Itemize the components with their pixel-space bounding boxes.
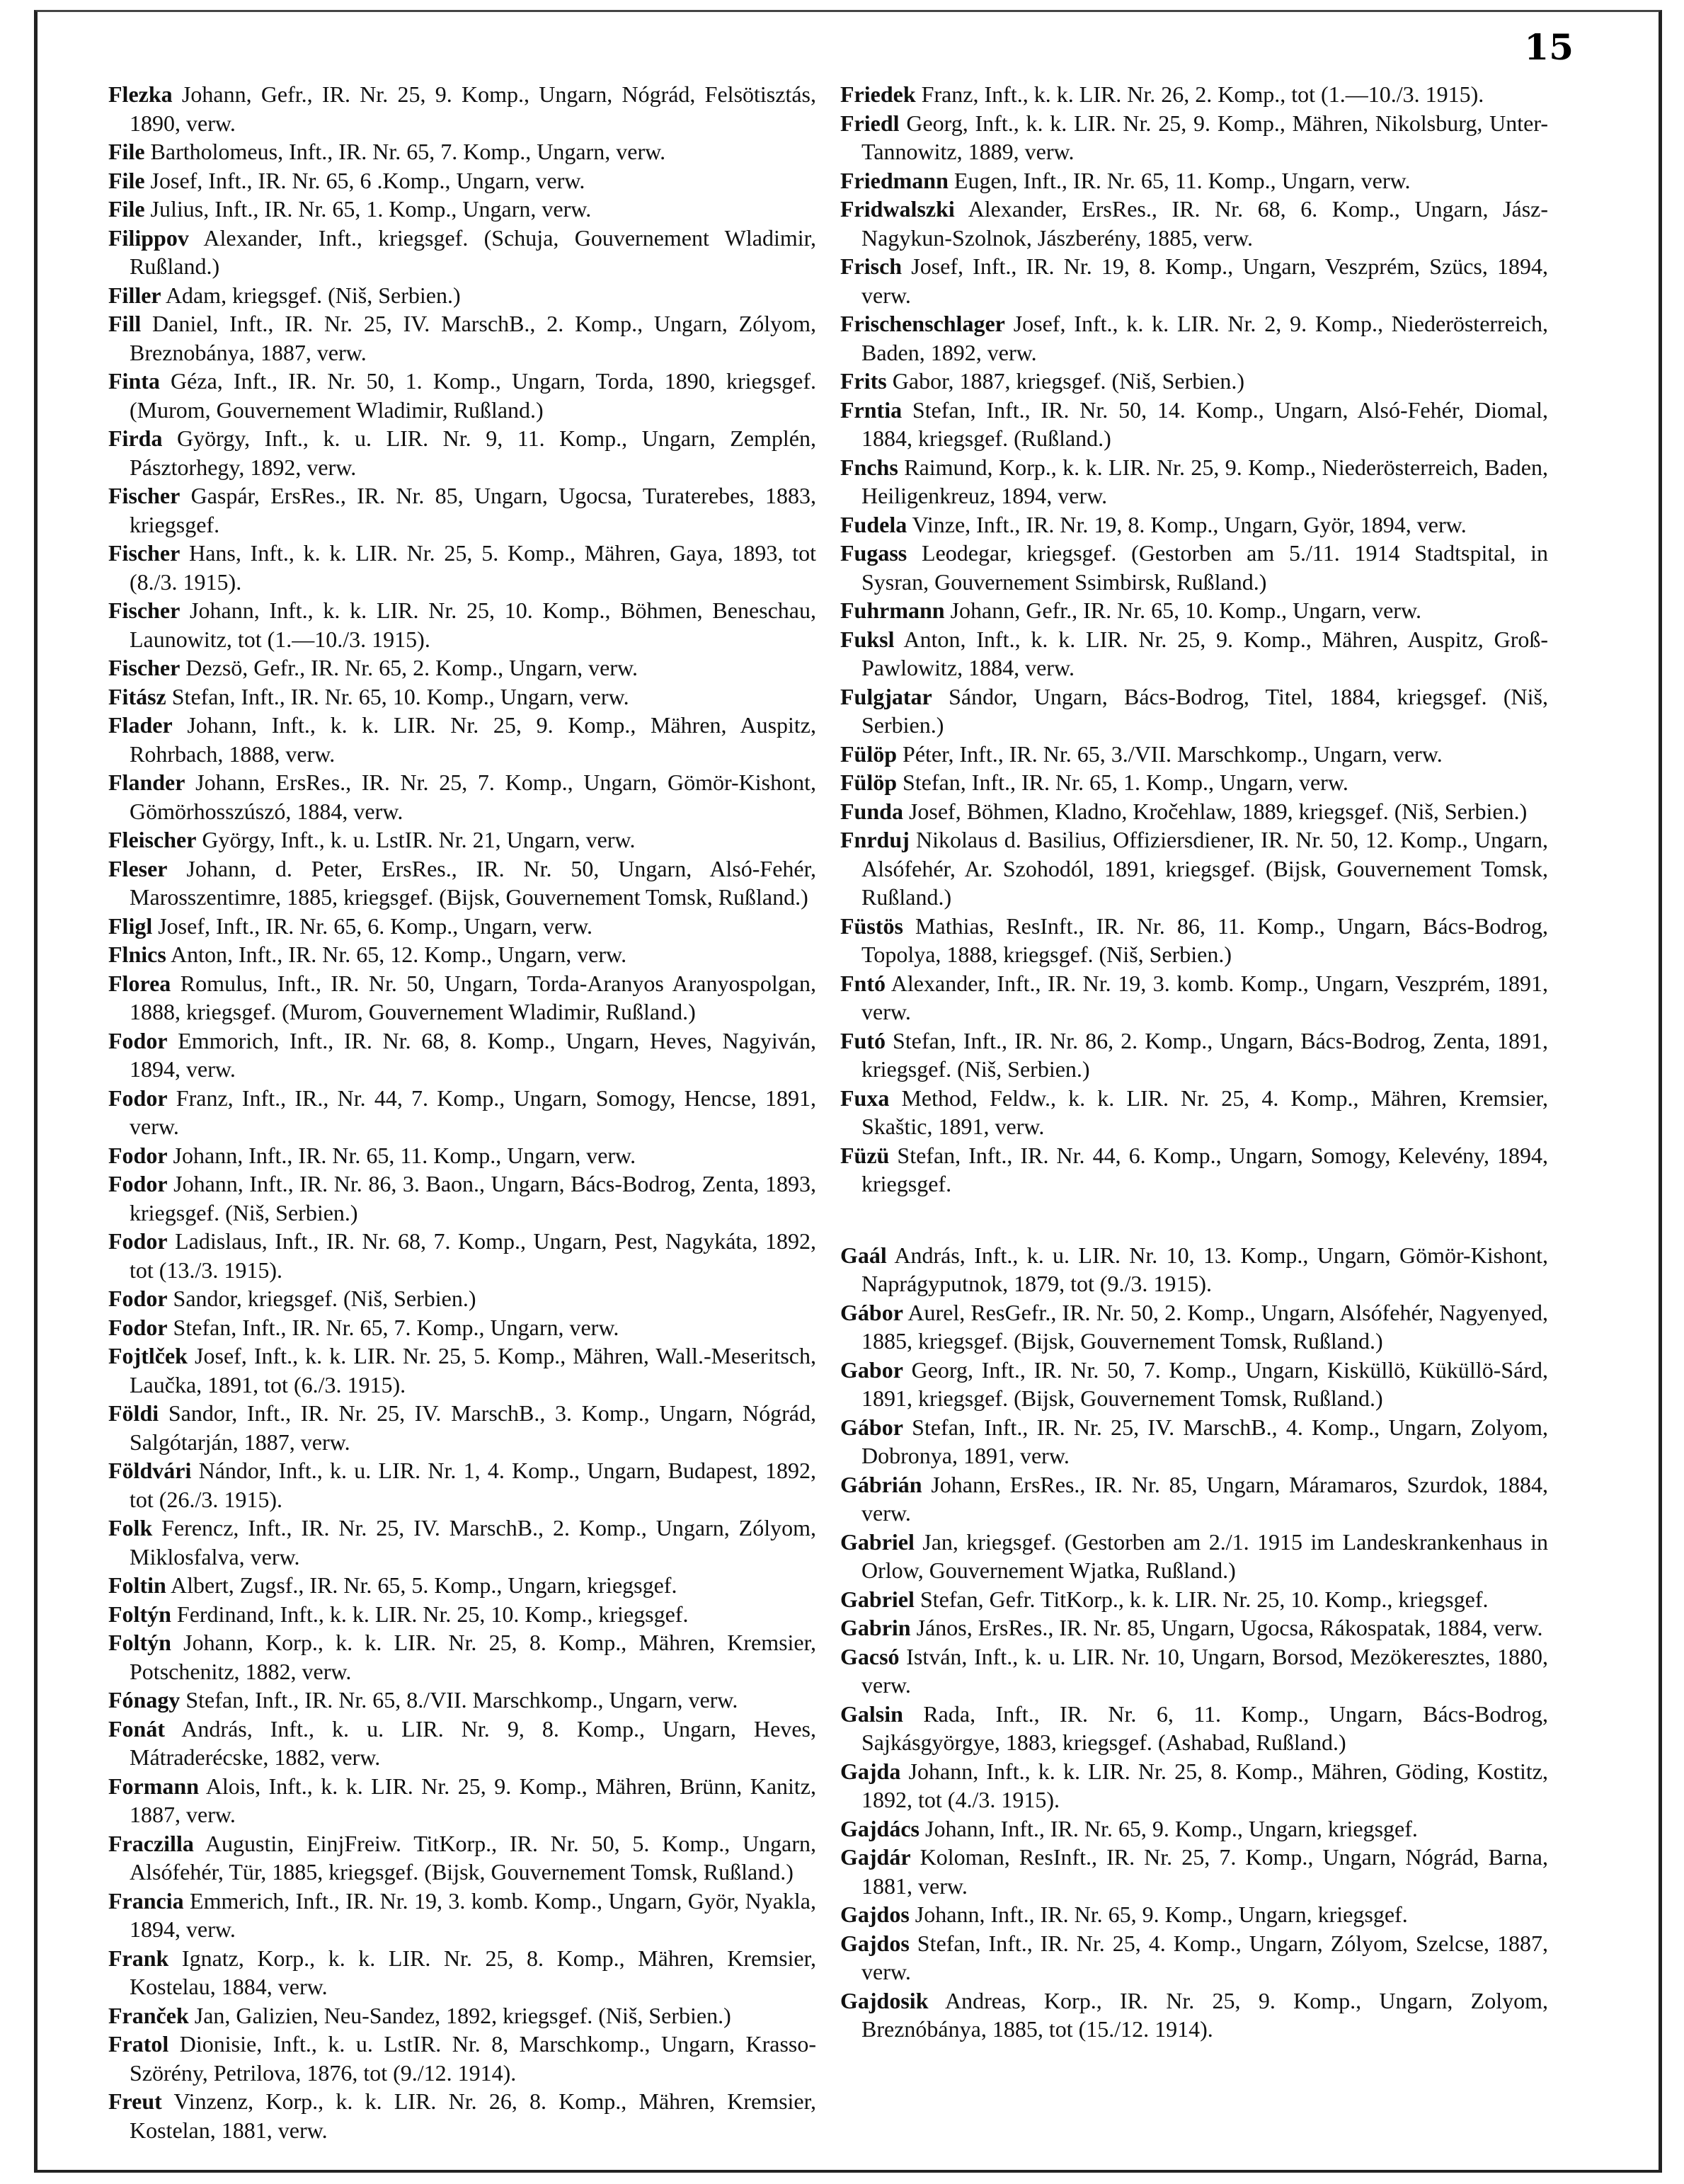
- right-column: [840, 80, 1548, 2044]
- list-entry: [108, 195, 816, 224]
- entry-details: Alois, Inft., k. k. LIR. Nr. 25, 9. Komp., Mähren, Brünn, Kanitz, 1887, verw.: [130, 1773, 817, 1827]
- list-entry: [840, 252, 1548, 309]
- entry-details: Josef, Inft., k. k. LIR. Nr. 2, 9. Komp., Niederösterreich, Baden, 1892, verw.: [861, 311, 1549, 365]
- list-entry: [108, 1715, 816, 1772]
- entry-surname: Galsin: [840, 1700, 903, 1727]
- list-entry: [840, 797, 1548, 826]
- entry-details: Johann, d. Peter, ErsRes., IR. Nr. 50, Ungarn, Alsó-Fehér, Marosszentimre, 1885, kriegsgef. (Bijsk, Gouvernement Tomsk, Rußland.): [130, 855, 817, 910]
- entry-details: Franz, Inft., IR., Nr. 44, 7. Komp., Ungarn, Somogy, Hencse, 1891, verw.: [130, 1085, 817, 1139]
- entry-details: Johann, Gefr., IR. Nr. 65, 10. Komp., Ungarn, verw.: [950, 598, 1421, 623]
- list-entry: [840, 166, 1548, 195]
- entry-surname: Futó: [840, 1027, 886, 1053]
- entry-surname: Friedl: [840, 110, 900, 136]
- entry-details: Franz, Inft., k. k. LIR. Nr. 26, 2. Komp., tot (1.—10./3. 1915).: [921, 81, 1484, 107]
- entry-details: Stefan, Inft., IR. Nr. 65, 8./VII. Marschkomp., Ungarn, verw.: [185, 1687, 738, 1713]
- entry-details: Albert, Zugsf., IR. Nr. 65, 5. Komp., Ungarn, kriegsgef.: [171, 1572, 677, 1598]
- list-entry: [840, 1814, 1548, 1843]
- entry-surname: Frisch: [840, 253, 903, 279]
- list-entry: [108, 711, 816, 768]
- entry-surname: Fugass: [840, 540, 907, 566]
- list-entry: [108, 969, 816, 1027]
- list-entry: [108, 1456, 816, 1514]
- entry-details: Anton, Inft., IR. Nr. 65, 12. Komp., Ungarn, verw.: [171, 942, 627, 967]
- list-entry: [840, 740, 1548, 769]
- list-entry: [840, 1613, 1548, 1642]
- entry-surname: Francia: [108, 1887, 184, 1914]
- list-entry: [108, 309, 816, 367]
- entry-surname: Fojtlček: [108, 1343, 188, 1368]
- list-entry: [840, 1642, 1548, 1700]
- entry-surname: Gajdár: [840, 1844, 911, 1870]
- entry-surname: Gabriel: [840, 1528, 915, 1555]
- entry-details: Jan, Galizien, Neu-Sandez, 1892, kriegsgef. (Niš, Serbien.): [194, 2002, 731, 2028]
- entry-surname: Fleischer: [108, 827, 197, 852]
- entry-surname: Gábor: [840, 1299, 903, 1325]
- entry-surname: Gabrin: [840, 1615, 911, 1640]
- entry-surname: Filler: [108, 282, 161, 308]
- entry-surname: Gajda: [840, 1758, 901, 1784]
- list-entry: [108, 1514, 816, 1571]
- entry-details: Gaspár, ErsRes., IR. Nr. 85, Ungarn, Ugocsa, Turaterebes, 1883, kriegsgef.: [130, 483, 817, 537]
- entry-details: Johann, Inft., IR. Nr. 86, 3. Baon., Ungarn, Bács-Bodrog, Zenta, 1893, kriegsgef. (Niš, Serbien.): [130, 1171, 817, 1225]
- entry-details: Ignatz, Korp., k. k. LIR. Nr. 25, 8. Komp., Mähren, Kremsier, Kostelau, 1884, verw.: [130, 1945, 817, 1999]
- entry-surname: Flander: [108, 770, 185, 795]
- entry-surname: Funda: [840, 798, 903, 824]
- entry-details: Josef, Inft., k. k. LIR. Nr. 25, 5. Komp., Mähren, Wall.-Meseritsch, Laučka, 1891, tot (6./3. 1915).: [130, 1343, 817, 1397]
- entry-surname: Flnics: [108, 942, 166, 967]
- list-entry: [108, 940, 816, 969]
- page-frame: [34, 10, 1662, 2173]
- entry-details: Johann, Gefr., IR. Nr. 25, 9. Komp., Ungarn, Nógrád, Felsötisztás, 1890, verw.: [130, 81, 817, 136]
- list-entry: [108, 80, 816, 137]
- section-gap: [840, 1199, 1548, 1241]
- entry-surname: Filippov: [108, 224, 189, 251]
- list-entry: [840, 596, 1548, 625]
- list-entry: [840, 109, 1548, 166]
- list-entry: [840, 1700, 1548, 1757]
- list-entry: [840, 453, 1548, 510]
- entry-details: György, Inft., k. u. LIR. Nr. 9, 11. Komp., Ungarn, Zemplén, Pásztorhegy, 1892, verw.: [130, 425, 816, 480]
- entry-surname: Fülöp: [840, 770, 898, 795]
- entry-surname: Fuhrmann: [840, 598, 945, 623]
- entry-details: Josef, Inft., IR. Nr. 19, 8. Komp., Ungarn, Veszprém, Szücs, 1894, verw.: [861, 253, 1548, 308]
- entry-details: Nikolaus d. Basilius, Offiziersdiener, IR. Nr. 50, 12. Komp., Ungarn, Alsófehér, Ar. Szohodól, 1891, kriegsgef. (Bijsk, Gouvernement Tomsk, Rußland.): [861, 827, 1549, 910]
- entry-details: Jan, kriegsgef. (Gestorben am 2./1. 1915 im Landeskrankenhaus in Orlow, Gouvernement Wjatka, Rußland.): [861, 1528, 1549, 1583]
- entry-details: Emmerich, Inft., IR. Nr. 19, 3. komb. Komp., Ungarn, Györ, Nyakla, 1894, verw.: [130, 1887, 816, 1942]
- entry-details: Adam, kriegsgef. (Niš, Serbien.): [165, 282, 461, 308]
- entry-surname: Fischer: [108, 598, 181, 623]
- entry-details: Johann, Korp., k. k. LIR. Nr. 25, 8. Komp., Mähren, Kremsier, Potschenitz, 1882, verw.: [130, 1630, 817, 1684]
- entry-details: Johann, Inft., k. k. LIR. Nr. 25, 10. Komp., Böhmen, Beneschau, Launowitz, tot (1.—10./3. 1915).: [130, 598, 816, 652]
- entry-surname: Fischer: [108, 540, 181, 566]
- entry-details: Stefan, Gefr. TitKorp., k. k. LIR. Nr. 25, 10. Komp., kriegsgef.: [920, 1586, 1489, 1612]
- entry-surname: Fuxa: [840, 1085, 890, 1111]
- entry-surname: Gábor: [840, 1414, 903, 1440]
- entry-details: Romulus, Inft., IR. Nr. 50, Ungarn, Torda-Aranyos Aranyospolgan, 1888, kriegsgef. (Murom, Gouvernement Wladimir, Rußland.): [130, 970, 817, 1024]
- list-entry: [108, 1170, 816, 1227]
- entry-details: Georg, Inft., k. k. LIR. Nr. 25, 9. Komp., Mähren, Nikolsburg, Unter-Tannowitz, 1889, verw.: [861, 110, 1549, 164]
- list-entry: [108, 424, 816, 481]
- entry-surname: Fuksl: [840, 626, 895, 652]
- list-entry: [108, 1628, 816, 1686]
- list-entry: [108, 1571, 816, 1600]
- list-entry: [108, 1141, 816, 1170]
- entry-surname: Fnchs: [840, 454, 898, 480]
- entry-details: Method, Feldw., k. k. LIR. Nr. 25, 4. Komp., Mähren, Kremsier, Skaštic, 1891, verw.: [861, 1085, 1549, 1139]
- page-number: 15: [1524, 26, 1574, 68]
- entry-details: Stefan, Inft., IR. Nr. 65, 1. Komp., Ungarn, verw.: [903, 770, 1348, 795]
- entry-surname: Gajdács: [840, 1815, 920, 1841]
- entry-details: Josef, Böhmen, Kladno, Kročehlaw, 1889, kriegsgef. (Niš, Serbien.): [908, 798, 1528, 824]
- entry-details: Alexander, Inft., IR. Nr. 19, 3. komb. Komp., Ungarn, Veszprém, 1891, verw.: [861, 970, 1549, 1024]
- entry-surname: Frank: [108, 1945, 169, 1971]
- list-entry: [108, 481, 816, 539]
- list-entry: [840, 1298, 1548, 1356]
- entry-details: Rada, Inft., IR. Nr. 6, 11. Komp., Ungarn, Bács-Bodrog, Sajkásgyörgye, 1883, kriegsgef. (Ashabad, Rußland.): [861, 1700, 1549, 1755]
- entry-surname: Fodor: [108, 1228, 168, 1254]
- entry-details: Sándor, Ungarn, Bács-Bodrog, Titel, 1884, kriegsgef. (Niš, Serbien.): [861, 683, 1549, 738]
- list-entry: [108, 1944, 816, 2001]
- entry-surname: Firda: [108, 425, 163, 451]
- entry-surname: Franček: [108, 2002, 189, 2028]
- entry-surname: File: [108, 139, 145, 164]
- list-entry: [840, 1470, 1548, 1528]
- list-entry: [840, 1900, 1548, 1929]
- entry-surname: Fodor: [108, 1286, 168, 1311]
- list-entry: [108, 1084, 816, 1141]
- list-entry: [108, 2001, 816, 2030]
- entry-details: Stefan, Inft., IR. Nr. 50, 14. Komp., Ungarn, Alsó-Fehér, Diomal, 1884, kriegsgef. (Rußland.): [861, 396, 1549, 451]
- entry-details: András, Inft., k. u. LIR. Nr. 9, 8. Komp., Ungarn, Heves, Mátraderécske, 1882, verw.: [130, 1715, 817, 1770]
- entry-surname: File: [108, 196, 145, 222]
- entry-details: Alexander, Inft., kriegsgef. (Schuja, Gouvernement Wladimir, Rußland.): [130, 224, 817, 279]
- list-entry: [840, 1929, 1548, 1986]
- list-entry: [840, 1413, 1548, 1470]
- entry-details: Sandor, kriegsgef. (Niš, Serbien.): [173, 1286, 476, 1311]
- entry-surname: Foltýn: [108, 1601, 171, 1627]
- list-entry: [108, 1829, 816, 1887]
- entry-surname: Fudela: [840, 511, 907, 537]
- entry-details: Bartholomeus, Inft., IR. Nr. 65, 7. Komp., Ungarn, verw.: [150, 139, 666, 164]
- list-entry: [108, 1027, 816, 1084]
- list-entry: [840, 825, 1548, 912]
- list-entry: [840, 1843, 1548, 1900]
- list-entry: [108, 137, 816, 166]
- entry-details: Stefan, Inft., IR. Nr. 25, 4. Komp., Ungarn, Zólyom, Szelcse, 1887, verw.: [861, 1930, 1548, 1984]
- entry-surname: Foltin: [108, 1572, 166, 1598]
- entry-details: Alexander, ErsRes., IR. Nr. 68, 6. Komp., Ungarn, Jász-Nagykun-Szolnok, Jászberény, 1885, verw.: [861, 196, 1549, 251]
- entry-details: Johann, Inft., IR. Nr. 65, 11. Komp., Ungarn, verw.: [173, 1142, 636, 1168]
- entry-details: Stefan, Inft., IR. Nr. 65, 7. Komp., Ungarn, verw.: [173, 1314, 619, 1340]
- list-entry: [840, 1585, 1548, 1614]
- entry-surname: Fitász: [108, 683, 166, 709]
- entry-surname: Füstös: [840, 913, 903, 939]
- entry-details: Raimund, Korp., k. k. LIR. Nr. 25, 9. Komp., Niederösterreich, Baden, Heiligenkreuz, 1894, verw.: [861, 454, 1549, 508]
- entry-surname: Fischer: [108, 655, 181, 680]
- entry-details: Eugen, Inft., IR. Nr. 65, 11. Komp., Ungarn, verw.: [953, 167, 1411, 193]
- entry-details: Andreas, Korp., IR. Nr. 25, 9. Komp., Ungarn, Zolyom, Breznóbánya, 1885, tot (15./12. 1914).: [861, 1987, 1549, 2042]
- entry-surname: Fnrduj: [840, 827, 910, 852]
- list-entry: [108, 596, 816, 653]
- entry-surname: Fodor: [108, 1171, 168, 1196]
- entry-details: Stefan, Inft., IR. Nr. 86, 2. Komp., Ungarn, Bács-Bodrog, Zenta, 1891, kriegsgef. (Niš, Serbien.): [861, 1027, 1549, 1082]
- list-entry: [840, 1084, 1548, 1141]
- entry-surname: Földvári: [108, 1458, 192, 1483]
- list-entry: [840, 625, 1548, 682]
- entry-details: Dionisie, Inft., k. u. LstIR. Nr. 8, Marschkomp., Ungarn, Krasso-Szörény, Petrilova, 1876, tot (9./12. 1914).: [130, 2031, 817, 2086]
- entry-details: Josef, Inft., IR. Nr. 65, 6. Komp., Ungarn, verw.: [158, 913, 593, 939]
- list-entry: [840, 309, 1548, 367]
- entry-details: István, Inft., k. u. LIR. Nr. 10, Ungarn, Borsod, Mezökeresztes, 1880, verw.: [861, 1643, 1549, 1698]
- list-entry: [108, 166, 816, 195]
- entry-surname: Fodor: [108, 1142, 168, 1168]
- entry-surname: Gajdos: [840, 1902, 910, 1927]
- entry-surname: Friedek: [840, 81, 916, 107]
- entry-surname: Formann: [108, 1773, 199, 1799]
- list-entry: [840, 1027, 1548, 1084]
- entry-surname: Fodor: [108, 1314, 168, 1340]
- entry-details: Stefan, Inft., IR. Nr. 44, 6. Komp., Ungarn, Somogy, Kelevény, 1894, kriegsgef.: [861, 1142, 1549, 1196]
- list-entry: [108, 653, 816, 682]
- entry-details: Augustin, EinjFreiw. TitKorp., IR. Nr. 50, 5. Komp., Ungarn, Alsófehér, Tür, 1885, kriegsgef. (Bijsk, Gouvernement Tomsk, Rußland.): [130, 1830, 817, 1885]
- list-entry: [108, 912, 816, 941]
- entry-surname: Frits: [840, 368, 887, 394]
- entry-surname: File: [108, 167, 145, 193]
- list-entry: [108, 825, 816, 854]
- list-entry: [108, 367, 816, 424]
- entry-surname: Fntó: [840, 970, 886, 996]
- entry-surname: Fodor: [108, 1027, 168, 1053]
- list-entry: [108, 1284, 816, 1313]
- entry-surname: Gabor: [840, 1356, 903, 1383]
- list-entry: [108, 1686, 816, 1715]
- list-entry: [840, 80, 1548, 109]
- entry-details: Leodegar, kriegsgef. (Gestorben am 5./11. 1914 Stadtspital, in Sysran, Gouvernement Ssimbirsk, Rußland.): [861, 540, 1549, 595]
- entry-surname: Fill: [108, 311, 142, 336]
- entry-surname: Gacsó: [840, 1643, 900, 1669]
- entry-details: Ferencz, Inft., IR. Nr. 25, IV. MarschB., 2. Komp., Ungarn, Zólyom, Miklosfalva, verw.: [130, 1515, 817, 1570]
- list-entry: [840, 1757, 1548, 1814]
- list-entry: [840, 396, 1548, 453]
- list-entry: [108, 2087, 816, 2144]
- entry-details: Johann, ErsRes., IR. Nr. 85, Ungarn, Máramaros, Szurdok, 1884, verw.: [861, 1471, 1549, 1526]
- entry-surname: Fratol: [108, 2031, 169, 2057]
- list-entry: [108, 682, 816, 711]
- list-entry: [108, 1772, 816, 1829]
- entry-details: Johann, ErsRes., IR. Nr. 25, 7. Komp., Ungarn, Gömör-Kishont, Gömörhosszúszó, 1884, verw.: [130, 770, 817, 824]
- entry-surname: Frischenschlager: [840, 311, 1005, 336]
- entry-surname: Fischer: [108, 483, 181, 508]
- entry-surname: Florea: [108, 970, 171, 996]
- entry-details: Ladislaus, Inft., IR. Nr. 68, 7. Komp., Ungarn, Pest, Nagykáta, 1892, tot (13./3. 1915).: [130, 1228, 817, 1283]
- list-entry: [108, 768, 816, 825]
- list-entry: [840, 195, 1548, 252]
- list-entry: [108, 1342, 816, 1399]
- entry-details: András, Inft., k. u. LIR. Nr. 10, 13. Komp., Ungarn, Gömör-Kishont, Naprágyputnok, 1879, tot (9./3. 1915).: [861, 1242, 1549, 1296]
- entry-surname: Foltýn: [108, 1630, 171, 1655]
- list-entry: [840, 1141, 1548, 1199]
- entry-surname: Friedmann: [840, 167, 949, 193]
- entry-details: Géza, Inft., IR. Nr. 50, 1. Komp., Ungarn, Torda, 1890, kriegsgef. (Murom, Gouvernement Wladimir, Rußland.): [130, 368, 817, 423]
- list-entry: [108, 224, 816, 281]
- entry-surname: Freut: [108, 2088, 162, 2114]
- entry-details: Anton, Inft., k. k. LIR. Nr. 25, 9. Komp., Mähren, Auspitz, Groß-Pawlowitz, 1884, verw.: [861, 626, 1549, 680]
- entry-details: Aurel, ResGefr., IR. Nr. 50, 2. Komp., Ungarn, Alsófehér, Nagyenyed, 1885, kriegsgef. (Bijsk, Gouvernement Tomsk, Rußland.): [861, 1299, 1548, 1354]
- entry-details: Emmorich, Inft., IR. Nr. 68, 8. Komp., Ungarn, Heves, Nagyiván, 1894, verw.: [130, 1027, 817, 1082]
- entry-details: Johann, Inft., k. k. LIR. Nr. 25, 9. Komp., Mähren, Auspitz, Rohrbach, 1888, verw.: [130, 712, 817, 767]
- list-entry: [108, 1227, 816, 1284]
- entry-surname: Folk: [108, 1515, 153, 1540]
- entry-surname: Flader: [108, 712, 173, 738]
- list-entry: [108, 281, 816, 310]
- entry-details: Péter, Inft., IR. Nr. 65, 3./VII. Marschkomp., Ungarn, verw.: [903, 741, 1443, 767]
- entry-surname: Finta: [108, 368, 160, 394]
- list-entry: [840, 912, 1548, 969]
- entry-surname: Fónagy: [108, 1687, 181, 1713]
- list-entry: [108, 539, 816, 596]
- entry-details: Stefan, Inft., IR. Nr. 25, IV. MarschB., 4. Komp., Ungarn, Zolyom, Dobronya, 1891, verw.: [861, 1414, 1549, 1468]
- entry-surname: Gábrián: [840, 1471, 922, 1497]
- entry-details: Georg, Inft., IR. Nr. 50, 7. Komp., Ungarn, Kisküllö, Küküllö-Sárd, 1891, kriegsgef. (Bijsk, Gouvernement Tomsk, Rußland.): [861, 1356, 1549, 1411]
- entry-details: Stefan, Inft., IR. Nr. 65, 10. Komp., Ungarn, verw.: [171, 683, 629, 709]
- list-entry: [108, 1399, 816, 1456]
- entry-details: Koloman, ResInft., IR. Nr. 25, 7. Komp., Ungarn, Nógrád, Barna, 1881, verw.: [861, 1844, 1549, 1899]
- entry-details: Gabor, 1887, kriegsgef. (Niš, Serbien.): [892, 368, 1245, 394]
- entry-surname: Fraczilla: [108, 1830, 194, 1856]
- entry-surname: Gaál: [840, 1242, 887, 1268]
- list-entry: [840, 367, 1548, 396]
- entry-details: Vinze, Inft., IR. Nr. 19, 8. Komp., Ungarn, Györ, 1894, verw.: [912, 511, 1467, 537]
- entry-details: János, ErsRes., IR. Nr. 85, Ungarn, Ugocsa, Rákospatak, 1884, verw.: [916, 1615, 1543, 1640]
- entry-surname: Fonát: [108, 1715, 165, 1742]
- entry-details: Sandor, Inft., IR. Nr. 25, IV. MarschB., 3. Komp., Ungarn, Nógrád, Salgótarján, 1887, verw.: [130, 1400, 817, 1455]
- entry-surname: Fülöp: [840, 741, 898, 767]
- entry-surname: Füzü: [840, 1142, 890, 1168]
- entry-details: Daniel, Inft., IR. Nr. 25, IV. MarschB., 2. Komp., Ungarn, Zólyom, Breznobánya, 1887, verw.: [130, 311, 817, 365]
- entry-details: Johann, Inft., IR. Nr. 65, 9. Komp., Ungarn, kriegsgef.: [915, 1902, 1408, 1927]
- list-entry: [840, 682, 1548, 740]
- list-entry: [108, 1600, 816, 1629]
- entry-surname: Fulgjatar: [840, 683, 932, 709]
- list-entry: [840, 969, 1548, 1027]
- entry-surname: Frntia: [840, 396, 903, 423]
- left-column: [108, 80, 816, 2144]
- entry-surname: Gajdos: [840, 1930, 910, 1956]
- entry-surname: Fodor: [108, 1085, 168, 1111]
- entry-surname: Gajdosik: [840, 1987, 929, 2013]
- entry-surname: Földi: [108, 1400, 159, 1426]
- list-entry: [840, 1241, 1548, 1298]
- list-entry: [840, 768, 1548, 797]
- entry-details: Dezsö, Gefr., IR. Nr. 65, 2. Komp., Ungarn, verw.: [185, 655, 638, 680]
- entry-details: György, Inft., k. u. LstIR. Nr. 21, Ungarn, verw.: [202, 827, 636, 852]
- entry-surname: Gabriel: [840, 1586, 915, 1612]
- list-entry: [840, 510, 1548, 539]
- entry-surname: Flezka: [108, 81, 173, 107]
- entry-surname: Fridwalszki: [840, 196, 955, 222]
- list-entry: [840, 539, 1548, 596]
- list-entry: [840, 1986, 1548, 2044]
- list-entry: [840, 1356, 1548, 1413]
- list-entry: [840, 1528, 1548, 1585]
- entry-surname: Fleser: [108, 855, 168, 881]
- entry-details: Johann, Inft., IR. Nr. 65, 9. Komp., Ungarn, kriegsgef.: [925, 1815, 1418, 1841]
- entry-surname: Fligl: [108, 913, 153, 939]
- list-entry: [108, 1313, 816, 1342]
- list-entry: [108, 854, 816, 912]
- entry-details: Hans, Inft., k. k. LIR. Nr. 25, 5. Komp., Mähren, Gaya, 1893, tot (8./3. 1915).: [130, 540, 817, 595]
- list-entry: [108, 1887, 816, 1944]
- entry-details: Julius, Inft., IR. Nr. 65, 1. Komp., Ungarn, verw.: [150, 196, 592, 222]
- entry-details: Johann, Inft., k. k. LIR. Nr. 25, 8. Komp., Mähren, Göding, Kostitz, 1892, tot (4./3. 1915).: [861, 1758, 1549, 1812]
- entry-details: Josef, Inft., IR. Nr. 65, 6 .Komp., Ungarn, verw.: [150, 167, 585, 193]
- entry-details: Nándor, Inft., k. u. LIR. Nr. 1, 4. Komp., Ungarn, Budapest, 1892, tot (26./3. 1915).: [130, 1458, 817, 1512]
- entry-details: Ferdinand, Inft., k. k. LIR. Nr. 25, 10. Komp., kriegsgef.: [176, 1601, 689, 1627]
- list-entry: [108, 2030, 816, 2087]
- entry-details: Vinzenz, Korp., k. k. LIR. Nr. 26, 8. Komp., Mähren, Kremsier, Kostelan, 1881, verw.: [130, 2088, 817, 2143]
- entry-details: Mathias, ResInft., IR. Nr. 86, 11. Komp., Ungarn, Bács-Bodrog, Topolya, 1888, kriegsgef. (Niš, Serbien.): [861, 913, 1549, 967]
